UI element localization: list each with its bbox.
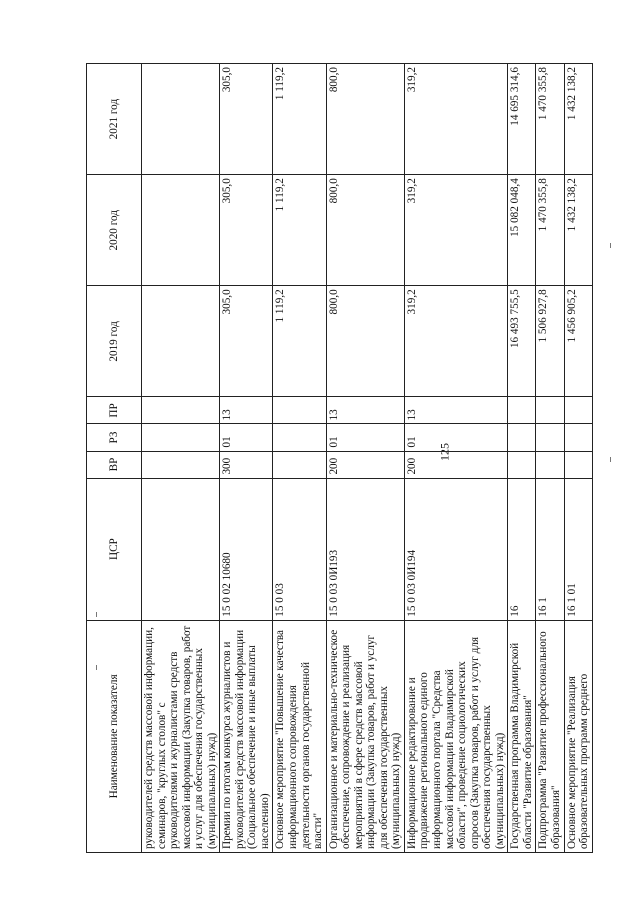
cell-csr: 15 0 03 0И194 [404, 478, 507, 620]
cell-name: Премии по итогам конкурса журналистов и руководителей средств массовой информации (Социальное обеспечение и иные выплаты населению) [220, 620, 273, 852]
budget-table [86, 63, 593, 853]
cell-csr [142, 478, 220, 620]
cell-csr: 15 0 03 0И193 [326, 478, 404, 620]
cell-2019: 1 506 927,8 [536, 286, 564, 397]
header-vr: ВР [87, 451, 142, 478]
cell-2020: 1 119,2 [273, 175, 326, 286]
cell-2021: 1 432 138,2 [564, 64, 592, 175]
table-row [142, 64, 220, 853]
cell-2019: 16 493 755,5 [508, 286, 536, 397]
cell-csr: 15 0 02 10680 [220, 478, 273, 620]
table-row [564, 64, 592, 853]
cell-2020: 1 432 138,2 [564, 175, 592, 286]
table-header-row [87, 64, 142, 853]
cell-csr: 16 1 01 [564, 478, 592, 620]
cell-2019: 800,0 [326, 286, 404, 397]
cell-rz [273, 424, 326, 451]
table-row [508, 64, 536, 853]
cell-rz: 01 [220, 424, 273, 451]
cell-pr [142, 397, 220, 424]
header-2019: 2019 год [87, 286, 142, 397]
rotated-table-container [86, 63, 616, 853]
cell-csr: 15 0 03 [273, 478, 326, 620]
cell-2021: 305,0 [220, 64, 273, 175]
cell-2019: 1 456 905,2 [564, 286, 592, 397]
table-row [404, 64, 507, 853]
cell-2020: 15 082 048,4 [508, 175, 536, 286]
cell-rz [536, 424, 564, 451]
cell-2020: 319,2 [404, 175, 507, 286]
cell-2021 [142, 64, 220, 175]
cell-vr: 300 [220, 451, 273, 478]
cell-vr [273, 451, 326, 478]
cell-csr: 16 [508, 478, 536, 620]
cell-rz [508, 424, 536, 451]
cell-name: Государственная программа Владимирской области "Развитие образования" [508, 620, 536, 852]
cell-pr: 13 [404, 397, 507, 424]
cell-vr: 200 [326, 451, 404, 478]
cell-2021: 1 119,2 [273, 64, 326, 175]
cell-rz: 01 [326, 424, 404, 451]
cell-name: Основное мероприятие "Реализация образовательных программ среднего [564, 620, 592, 852]
cell-2021: 800,0 [326, 64, 404, 175]
cell-vr: 200 [404, 451, 507, 478]
cell-name: Основное мероприятие "Повышение качества информационного сопровождения деятельности органов государственной власти" [273, 620, 326, 852]
cell-2021: 1 470 355,8 [536, 64, 564, 175]
cell-vr [536, 451, 564, 478]
table-row [220, 64, 273, 853]
header-csr: ЦСР [87, 478, 142, 620]
cell-pr [273, 397, 326, 424]
header-2021: 2021 год [87, 64, 142, 175]
cell-vr [142, 451, 220, 478]
cell-vr [564, 451, 592, 478]
cell-pr [508, 397, 536, 424]
cell-2020: 800,0 [326, 175, 404, 286]
cell-2020: 305,0 [220, 175, 273, 286]
table-row [536, 64, 564, 853]
cell-name: Подпрограмма "Развитие профессионального образования" [536, 620, 564, 852]
header-name: Наименование показателя [87, 620, 142, 852]
header-2020: 2020 год [87, 175, 142, 286]
cell-rz [142, 424, 220, 451]
table-row [326, 64, 404, 853]
cell-pr [536, 397, 564, 424]
cell-2021: 14 695 314,6 [508, 64, 536, 175]
cell-name: Информационное редактирование и продвижение регионального единого информационного портала "Средства массовой информации Владимирской области", проведение социологических опросов (Закупка товаров, работ и услуг для обеспечения государственных (муниципальных) нужд) [404, 620, 507, 852]
cell-vr [508, 451, 536, 478]
header-pr: ПР [87, 397, 142, 424]
table-row [273, 64, 326, 853]
cell-pr: 13 [326, 397, 404, 424]
cell-name: Организационное и материально-техническое обеспечение, сопровождение и реализация мероприятий в сфере средств массовой информации (Закупка товаров, работ и услуг для обеспечения государственных (муниципальных) нужд) [326, 620, 404, 852]
cell-2019: 1 119,2 [273, 286, 326, 397]
cell-2020 [142, 175, 220, 286]
cell-2020: 1 470 355,8 [536, 175, 564, 286]
cell-2021: 319,2 [404, 64, 507, 175]
cell-2019 [142, 286, 220, 397]
cell-pr: 13 [220, 397, 273, 424]
cell-rz [564, 424, 592, 451]
cell-rz: 01 [404, 424, 507, 451]
cell-csr: 16 1 [536, 478, 564, 620]
page-number: 125 [437, 443, 452, 461]
cell-2019: 319,2 [404, 286, 507, 397]
cell-2019: 305,0 [220, 286, 273, 397]
cell-pr [564, 397, 592, 424]
cell-name: руководителей средств массовой информации, семинаров, "круглых столов" с руководителями и журналистами средств массовой информации (Закупка товаров, работ и услуг для обеспечения государственных (муниципальных) нужд) [142, 620, 220, 852]
header-rz: РЗ [87, 424, 142, 451]
